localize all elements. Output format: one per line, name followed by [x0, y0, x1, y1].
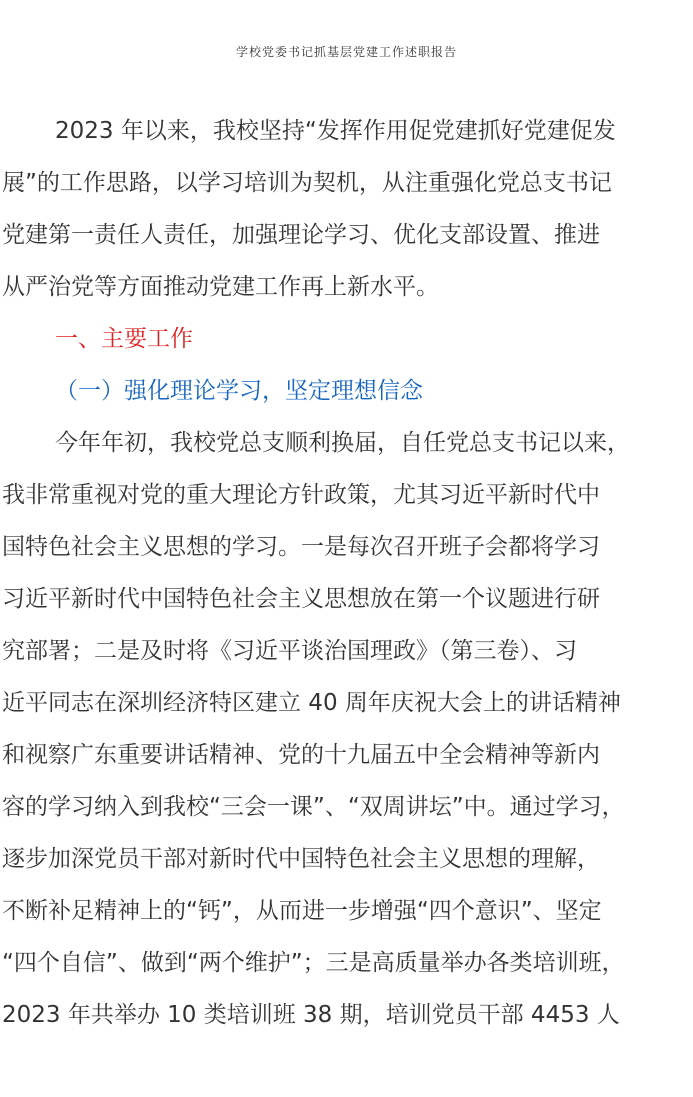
- intro-line-4: 从严治党等方面推动党建工作再上新水平。: [2, 274, 439, 300]
- body-line-5: 究部署；二是及时将《习近平谈治国理政》（第三卷）、习: [2, 638, 577, 664]
- body-line-2: 我非常重视对党的重大理论方针政策，尤其习近平新时代中: [2, 482, 600, 508]
- subsection-heading-theory-study: （一）强化理论学习，坚定理想信念: [55, 378, 423, 404]
- document-title: 学校党委书记抓基层党建工作述职报告: [235, 45, 457, 59]
- body-line-10: 不断补足精神上的“钙”，从而进一步增强“四个意识”、坚定: [2, 898, 602, 924]
- body-line-9: 逐步加深党员干部对新时代中国特色社会主义思想的理解，: [2, 846, 600, 872]
- body-line-3: 国特色社会主义思想的学习。一是每次召开班子会都将学习: [2, 534, 600, 560]
- body-line-11: “四个自信”、做到“两个维护”；三是高质量举办各类培训班，: [2, 950, 625, 976]
- body-line-4: 习近平新时代中国特色社会主义思想放在第一个议题进行研: [2, 586, 600, 612]
- body-line-12: 2023 年共举办 10 类培训班 38 期，培训党员干部 4453 人: [2, 1002, 620, 1028]
- body-line-8: 容的学习纳入到我校“三会一课”、“双周讲坛”中。通过学习，: [2, 794, 625, 820]
- body-line-6: 近平同志在深圳经济特区建立 40 周年庆祝大会上的讲话精神: [2, 690, 621, 716]
- intro-line-2: 展”的工作思路，以学习培训为契机，从注重强化党总支书记: [2, 170, 612, 196]
- body-line-1: 今年年初，我校党总支顺利换届，自任党总支书记以来，: [55, 430, 630, 456]
- section-heading-main-work: 一、主要工作: [55, 326, 193, 352]
- intro-line-3: 党建第一责任人责任，加强理论学习、优化支部设置、推进: [2, 222, 600, 248]
- intro-line-1: 2023 年以来，我校坚持“发挥作用促党建抓好党建促发: [55, 118, 616, 144]
- body-line-7: 和视察广东重要讲话精神、党的十九届五中全会精神等新内: [2, 742, 600, 768]
